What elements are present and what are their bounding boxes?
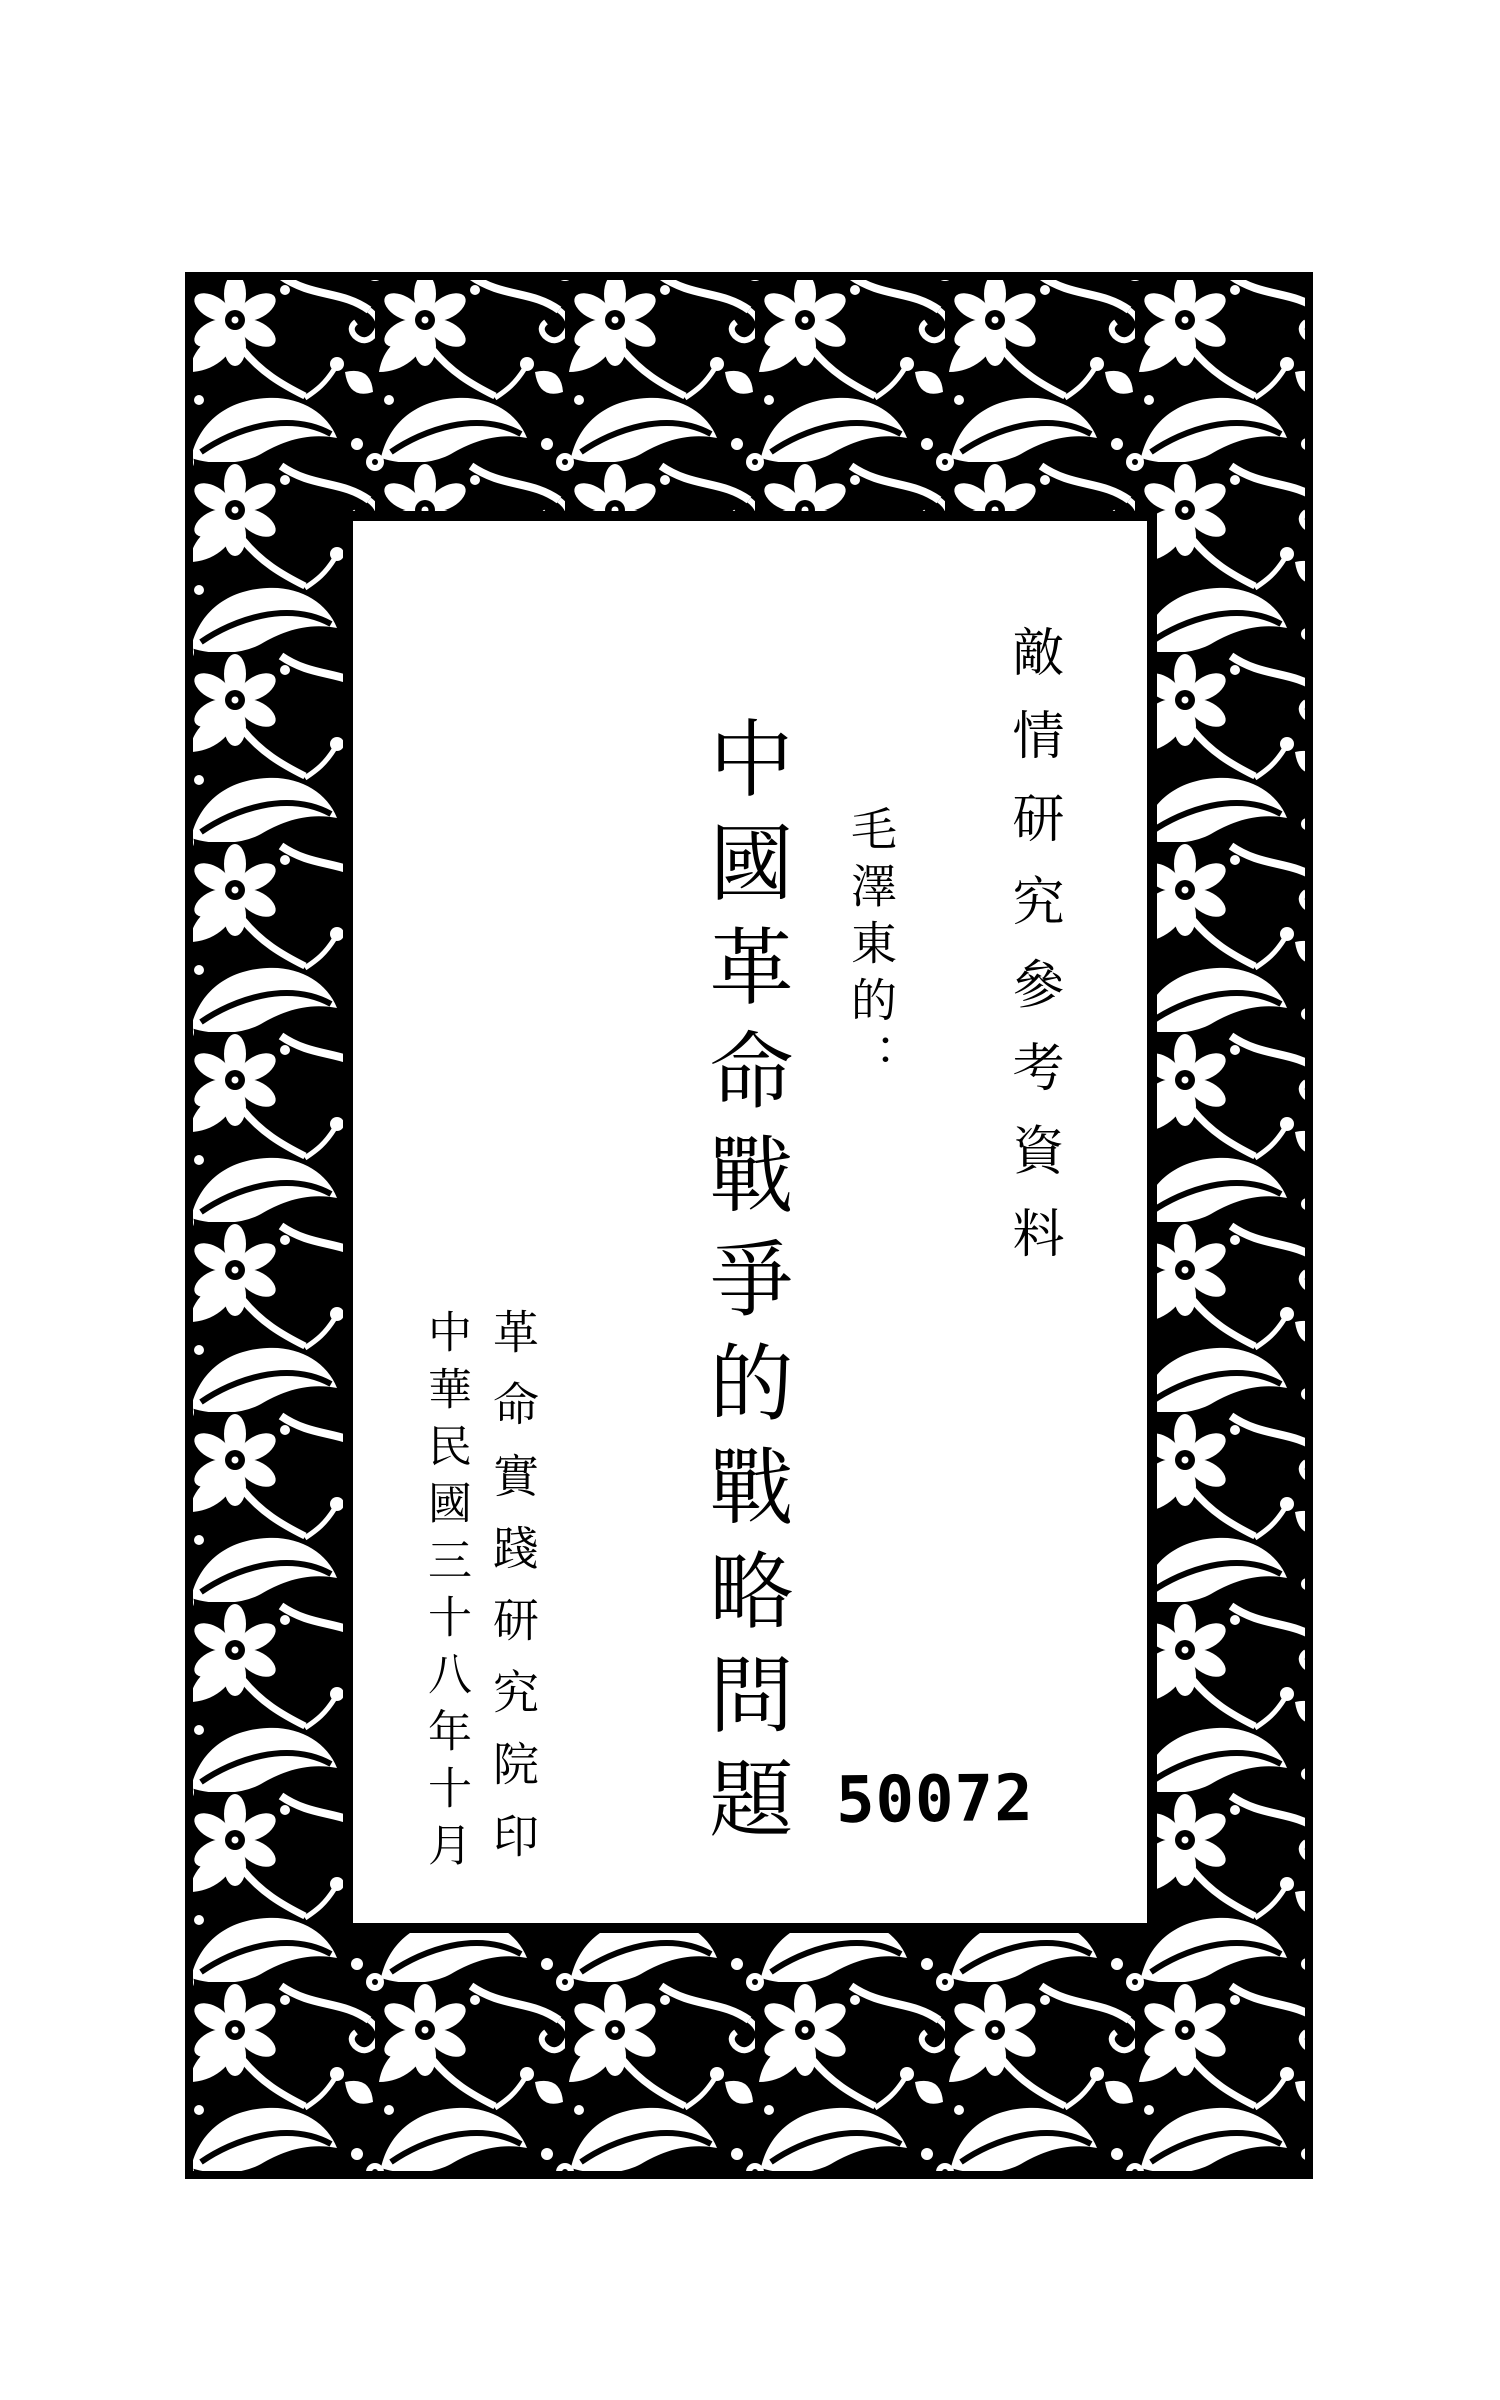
catalog-number-stamp: 50072 [835, 1761, 1035, 1839]
series-label: 敵情研究參考資料 [1004, 625, 1061, 1289]
publisher-imprint: 革命實踐研究院印 [487, 1308, 538, 1884]
book-title: 中國革命戰爭的戰略問題 [697, 715, 790, 1859]
publication-date: 中華民國三十八年十月 [421, 1309, 470, 1879]
author-line: 毛澤東的： [845, 805, 896, 1090]
